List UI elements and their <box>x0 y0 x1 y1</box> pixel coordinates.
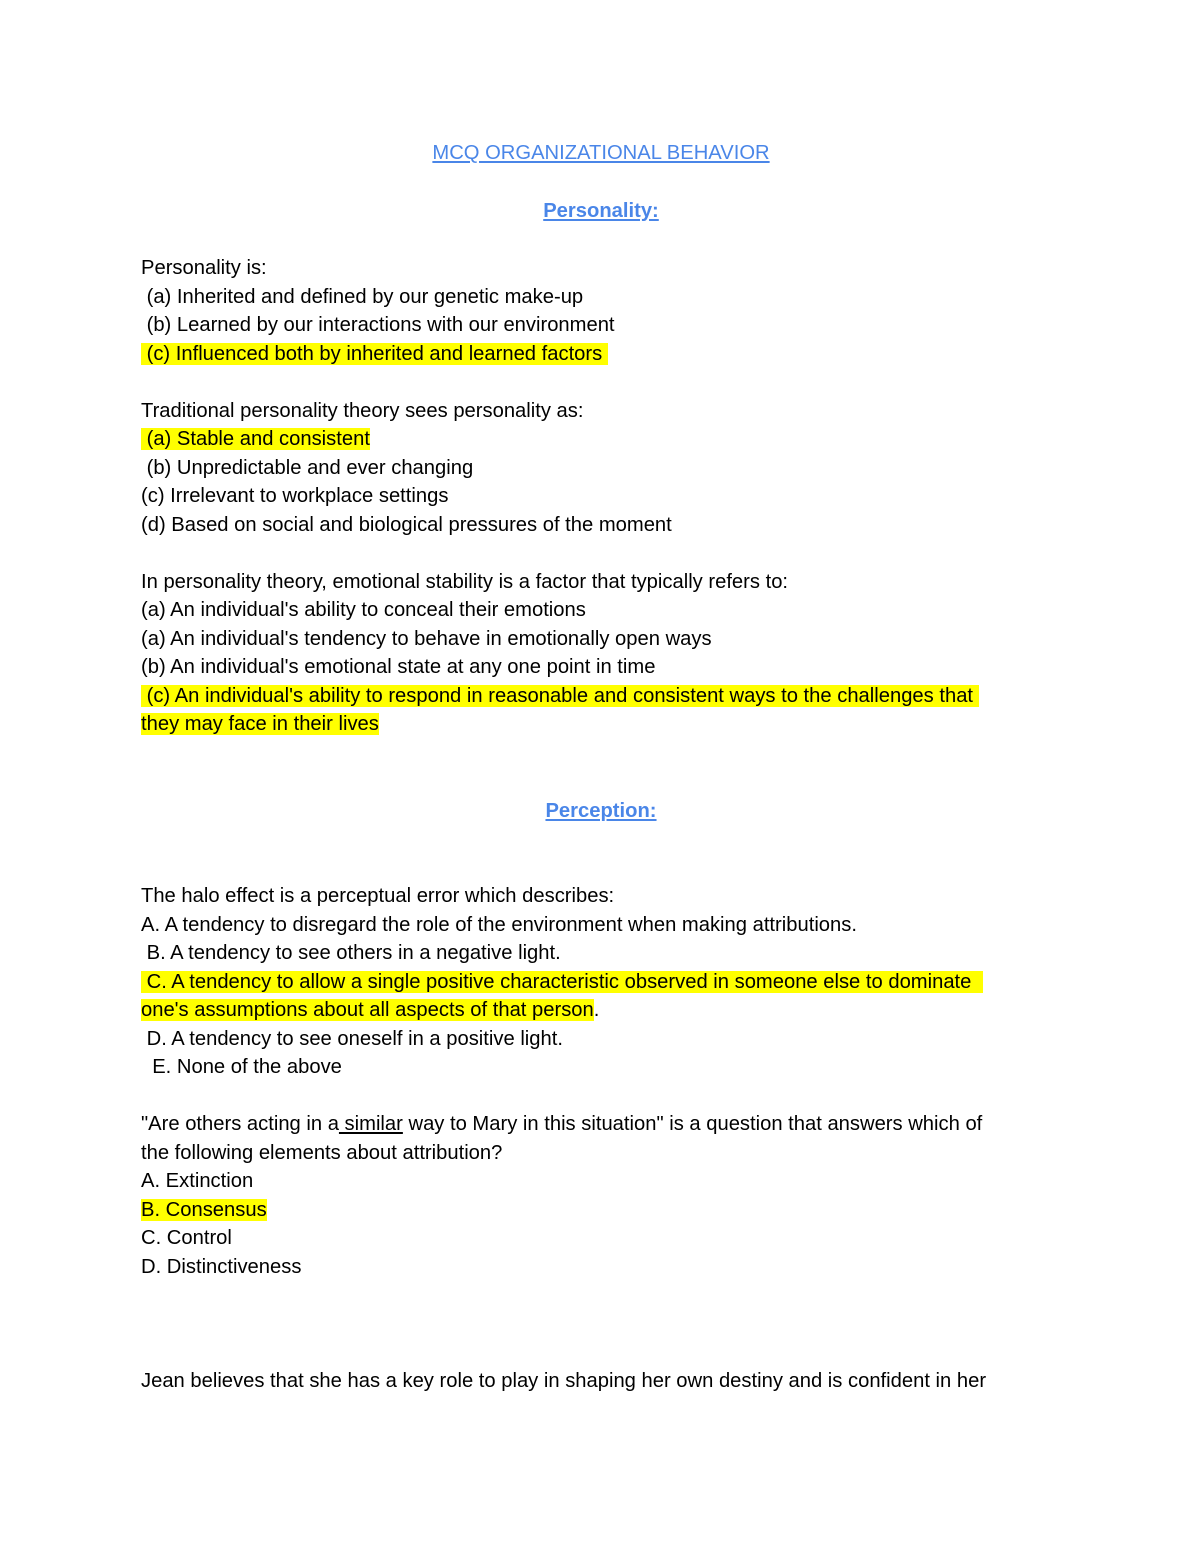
answer-option: A. A tendency to disregard the role of the environment when making attributions. <box>141 913 857 936</box>
title-line <box>141 139 1061 168</box>
highlighted-answer: one's assumptions about all aspects of that person <box>141 999 594 1021</box>
stem-text: way to Mary in this situation" is a question that answers which of <box>402 1113 983 1135</box>
answer-option-correct-continued <box>141 996 1061 1025</box>
answer-option: A. Extinction <box>141 1170 254 1192</box>
answer-option-correct <box>141 968 1061 997</box>
highlighted-answer: they may face in their lives <box>141 713 379 735</box>
highlighted-answer: B. Consensus <box>141 1198 267 1221</box>
answer-option-correct <box>141 340 1061 369</box>
stem-text: "Are others acting in a <box>141 1113 339 1135</box>
document-body <box>141 139 1061 1395</box>
answer-option: C. Control <box>141 1227 232 1249</box>
section-heading-line <box>141 797 1061 826</box>
highlighted-answer: C. A tendency to allow a single positive characteristic observed in someone else to dominate <box>141 970 983 993</box>
answer-option: E. None of the above <box>141 1056 342 1078</box>
highlighted-answer: (c) An individual's ability to respond in reasonable and consistent ways to the challenges that <box>141 684 979 707</box>
question-stem: In personality theory, emotional stability is a factor that typically refers to: <box>141 570 789 593</box>
answer-option-correct <box>141 425 1061 454</box>
answer-option: D. A tendency to see oneself in a positive light. <box>141 1027 563 1050</box>
answer-option: B. A tendency to see others in a negative light. <box>141 942 561 964</box>
answer-option: (d) Based on social and biological pressures of the moment <box>141 513 672 536</box>
section-heading-line <box>141 197 1061 226</box>
question-stem: Personality is: <box>141 257 267 279</box>
highlighted-answer: (a) Stable and consistent <box>141 428 370 450</box>
answer-option: (a) An individual's ability to conceal their emotions <box>141 599 586 621</box>
answer-option: (a) Inherited and defined by our genetic make-up <box>141 285 584 308</box>
page-title: MCQ ORGANIZATIONAL BEHAVIOR <box>432 142 770 164</box>
question-stem <box>141 1110 1061 1139</box>
question-stem-continued: the following elements about attribution? <box>141 1141 503 1164</box>
answer-option: (b) Unpredictable and ever changing <box>141 456 474 479</box>
underlined-word: similar <box>338 1113 403 1135</box>
question-stem: The halo effect is a perceptual error which describes: <box>141 885 615 907</box>
answer-option: (b) Learned by our interactions with our environment <box>141 314 615 336</box>
section-heading-personality: Personality: <box>543 200 659 222</box>
question-stem: Jean believes that she has a key role to play in shaping her own destiny and is confident in her <box>141 1369 987 1392</box>
answer-option: (a) An individual's tendency to behave in emotionally open ways <box>141 627 712 650</box>
highlighted-answer: (c) Influenced both by inherited and learned factors <box>141 342 608 365</box>
question-stem: Traditional personality theory sees personality as: <box>141 399 584 422</box>
answer-option-correct-continued <box>141 710 1061 739</box>
sentence-period: . <box>593 999 600 1021</box>
section-heading-perception: Perception: <box>545 799 657 822</box>
answer-option: D. Distinctiveness <box>141 1255 302 1278</box>
answer-option: (c) Irrelevant to workplace settings <box>141 485 449 507</box>
answer-option-correct <box>141 682 1061 711</box>
answer-option: (b) An individual's emotional state at any one point in time <box>141 656 656 678</box>
answer-option-correct <box>141 1196 1061 1225</box>
